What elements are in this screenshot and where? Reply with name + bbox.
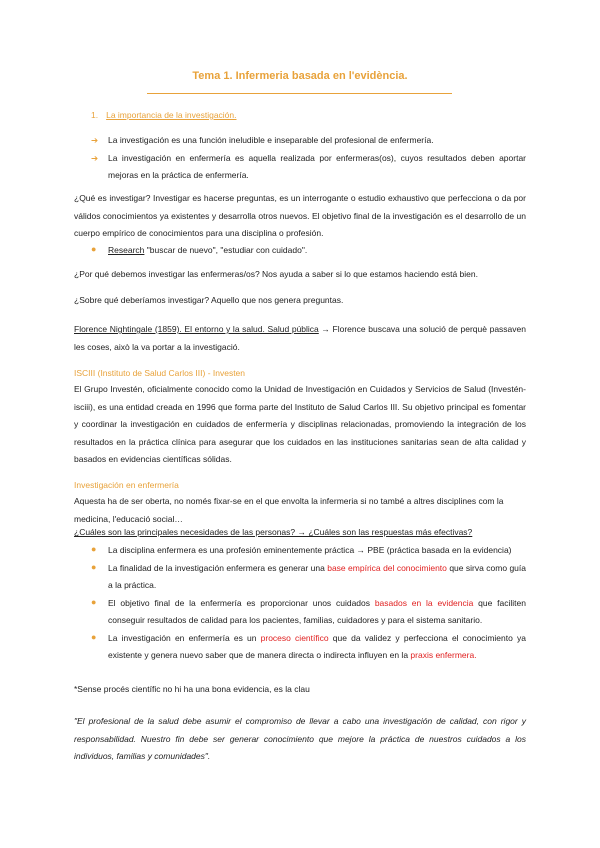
intro-point-text: La investigación es una función ineludible e inseparable del profesional de enfermería. — [108, 135, 434, 145]
bullet-icon: ● — [91, 544, 97, 554]
list-item — [91, 595, 526, 630]
highlight-text: praxis enfermera. — [410, 650, 477, 660]
document-title: Tema 1. Infermeria basada en l'evidència. — [192, 70, 408, 82]
list-item — [91, 242, 526, 260]
bullet-icon: ● — [91, 631, 97, 642]
list-item-text: La disciplina enfermera es una profesión eminentemente práctica → PBE (práctica basada en la evidencia) — [108, 545, 512, 555]
bullet-icon: ● — [91, 596, 97, 607]
title-underline — [147, 93, 452, 94]
what-is-paragraph: ¿Qué es investigar? Investigar es hacerse preguntas, es un interrogante o estudio exhaustivo que perfecciona o da por válidos conocimientos ya existentes y desarrolla otros nuevos. El objetivo final de la investigación es el desarrollo de un cuerpo empírico de conocimientos para una disciplina o profesión. — [74, 193, 526, 238]
about-what-paragraph: ¿Sobre qué deberíamos investigar? Aquello que nos genera preguntas. — [74, 295, 344, 305]
intro-points — [91, 132, 526, 185]
list-item-text: que sirva como guía a la práctica. — [108, 562, 527, 590]
nursing-research-paragraph: Aquesta ha de ser oberta, no només fixar-se en el que envolta la infermeria si no també a altres disciplines com la medicina, l'educació social… — [74, 496, 504, 524]
research-term: Research — [108, 245, 145, 255]
list-item-text: La investigación en enfermería es un — [108, 632, 261, 643]
isciii-paragraph: El Grupo Investén, oficialmente conocido como la Unidad de Investigación en Cuidados y Servicios de Salud (Investén-isciii), es una entidad creada en 1996 que forma parte del Instituto de Salud Carlos III. Su objetivo principal es fomentar y coordinar la investigación en cuidados de enfermería y disciplinas relacionadas, promoviendo la integración de los resultados en la práctica clínica para asegurar que los cuidados en las instituciones sanitarias sean de alta calidad y basados en evidencias científicas sólidas. — [74, 384, 526, 464]
why-paragraph: ¿Por qué debemos investigar las enfermeras/os? Nos ayuda a saber si lo que estamos haciendo está bien. — [74, 269, 478, 279]
list-item-text: que da validez y perfecciona el conocimiento ya existente y genera nuevo saber que de manera directa o indirecta influyen en la — [108, 632, 526, 660]
nightingale-text: Florence buscava una solució de perquè passaven les coses, això la va portar a la investigació. — [74, 324, 526, 352]
list-item — [91, 630, 526, 665]
research-list — [91, 242, 526, 260]
bullet-icon: ● — [91, 561, 97, 572]
note-paragraph: *Sense procés científic no hi ha una bona evidencia, es la clau — [74, 684, 310, 694]
nightingale-paragraph — [74, 321, 526, 356]
section-number: 1. — [91, 110, 99, 120]
isciii-heading: ISCIII (Instituto de Salud Carlos III) - Investen — [74, 368, 246, 378]
highlight-text: basados en la evidencia — [374, 597, 474, 608]
intro-point — [91, 150, 526, 185]
highlight-text: proceso científico — [260, 632, 329, 643]
nightingale-arrow: → — [318, 324, 333, 334]
list-item — [91, 542, 526, 560]
highlight-text: base empírica del conocimiento — [327, 562, 447, 573]
bullet-icon: ● — [91, 244, 97, 254]
research-meaning: "buscar de nuevo", "estudiar con cuidado". — [144, 245, 308, 255]
arrow-icon: ➔ — [91, 135, 99, 145]
list-item-text: El objetivo final de la enfermería es proporcionar unos cuidados — [108, 597, 375, 608]
intro-point-text: La investigación en enfermería es aquella realizada por enfermeras(os), cuyos resultados deben aportar mejoras en la práctica de enfermería. — [108, 152, 526, 180]
list-item-text: La finalidad de la investigación enfermera es generar una — [108, 562, 328, 573]
list-item-text: que faciliten conseguir resultados de calidad para los pacientes, familias, cuidadores y para el sistema sanitario. — [108, 597, 526, 625]
section-heading-1 — [91, 110, 237, 120]
nursing-research-heading: Investigación en enfermería — [74, 480, 179, 490]
section-title: La importancia de la investigación. — [106, 110, 237, 120]
nursing-research-list — [91, 542, 526, 665]
quote-paragraph: "El profesional de la salud debe asumir el compromiso de llevar a cabo una investigación de calidad, con rigor y responsabilidad. Nuestro fin debe ser generar conocimiento que mejore la práctica de nuestros cuidados a los individuos, familias y comunidades". — [74, 716, 526, 761]
questions-line: ¿Cuáles son las principales necesidades de las personas? → ¿Cuáles son las respuestas más efectivas? — [74, 527, 473, 537]
arrow-icon: ➔ — [91, 152, 99, 163]
list-item — [91, 560, 526, 595]
intro-point — [91, 132, 526, 150]
nightingale-reference: Florence Nightingale (1859). El entorno y la salud. Salud pública — [74, 324, 319, 334]
